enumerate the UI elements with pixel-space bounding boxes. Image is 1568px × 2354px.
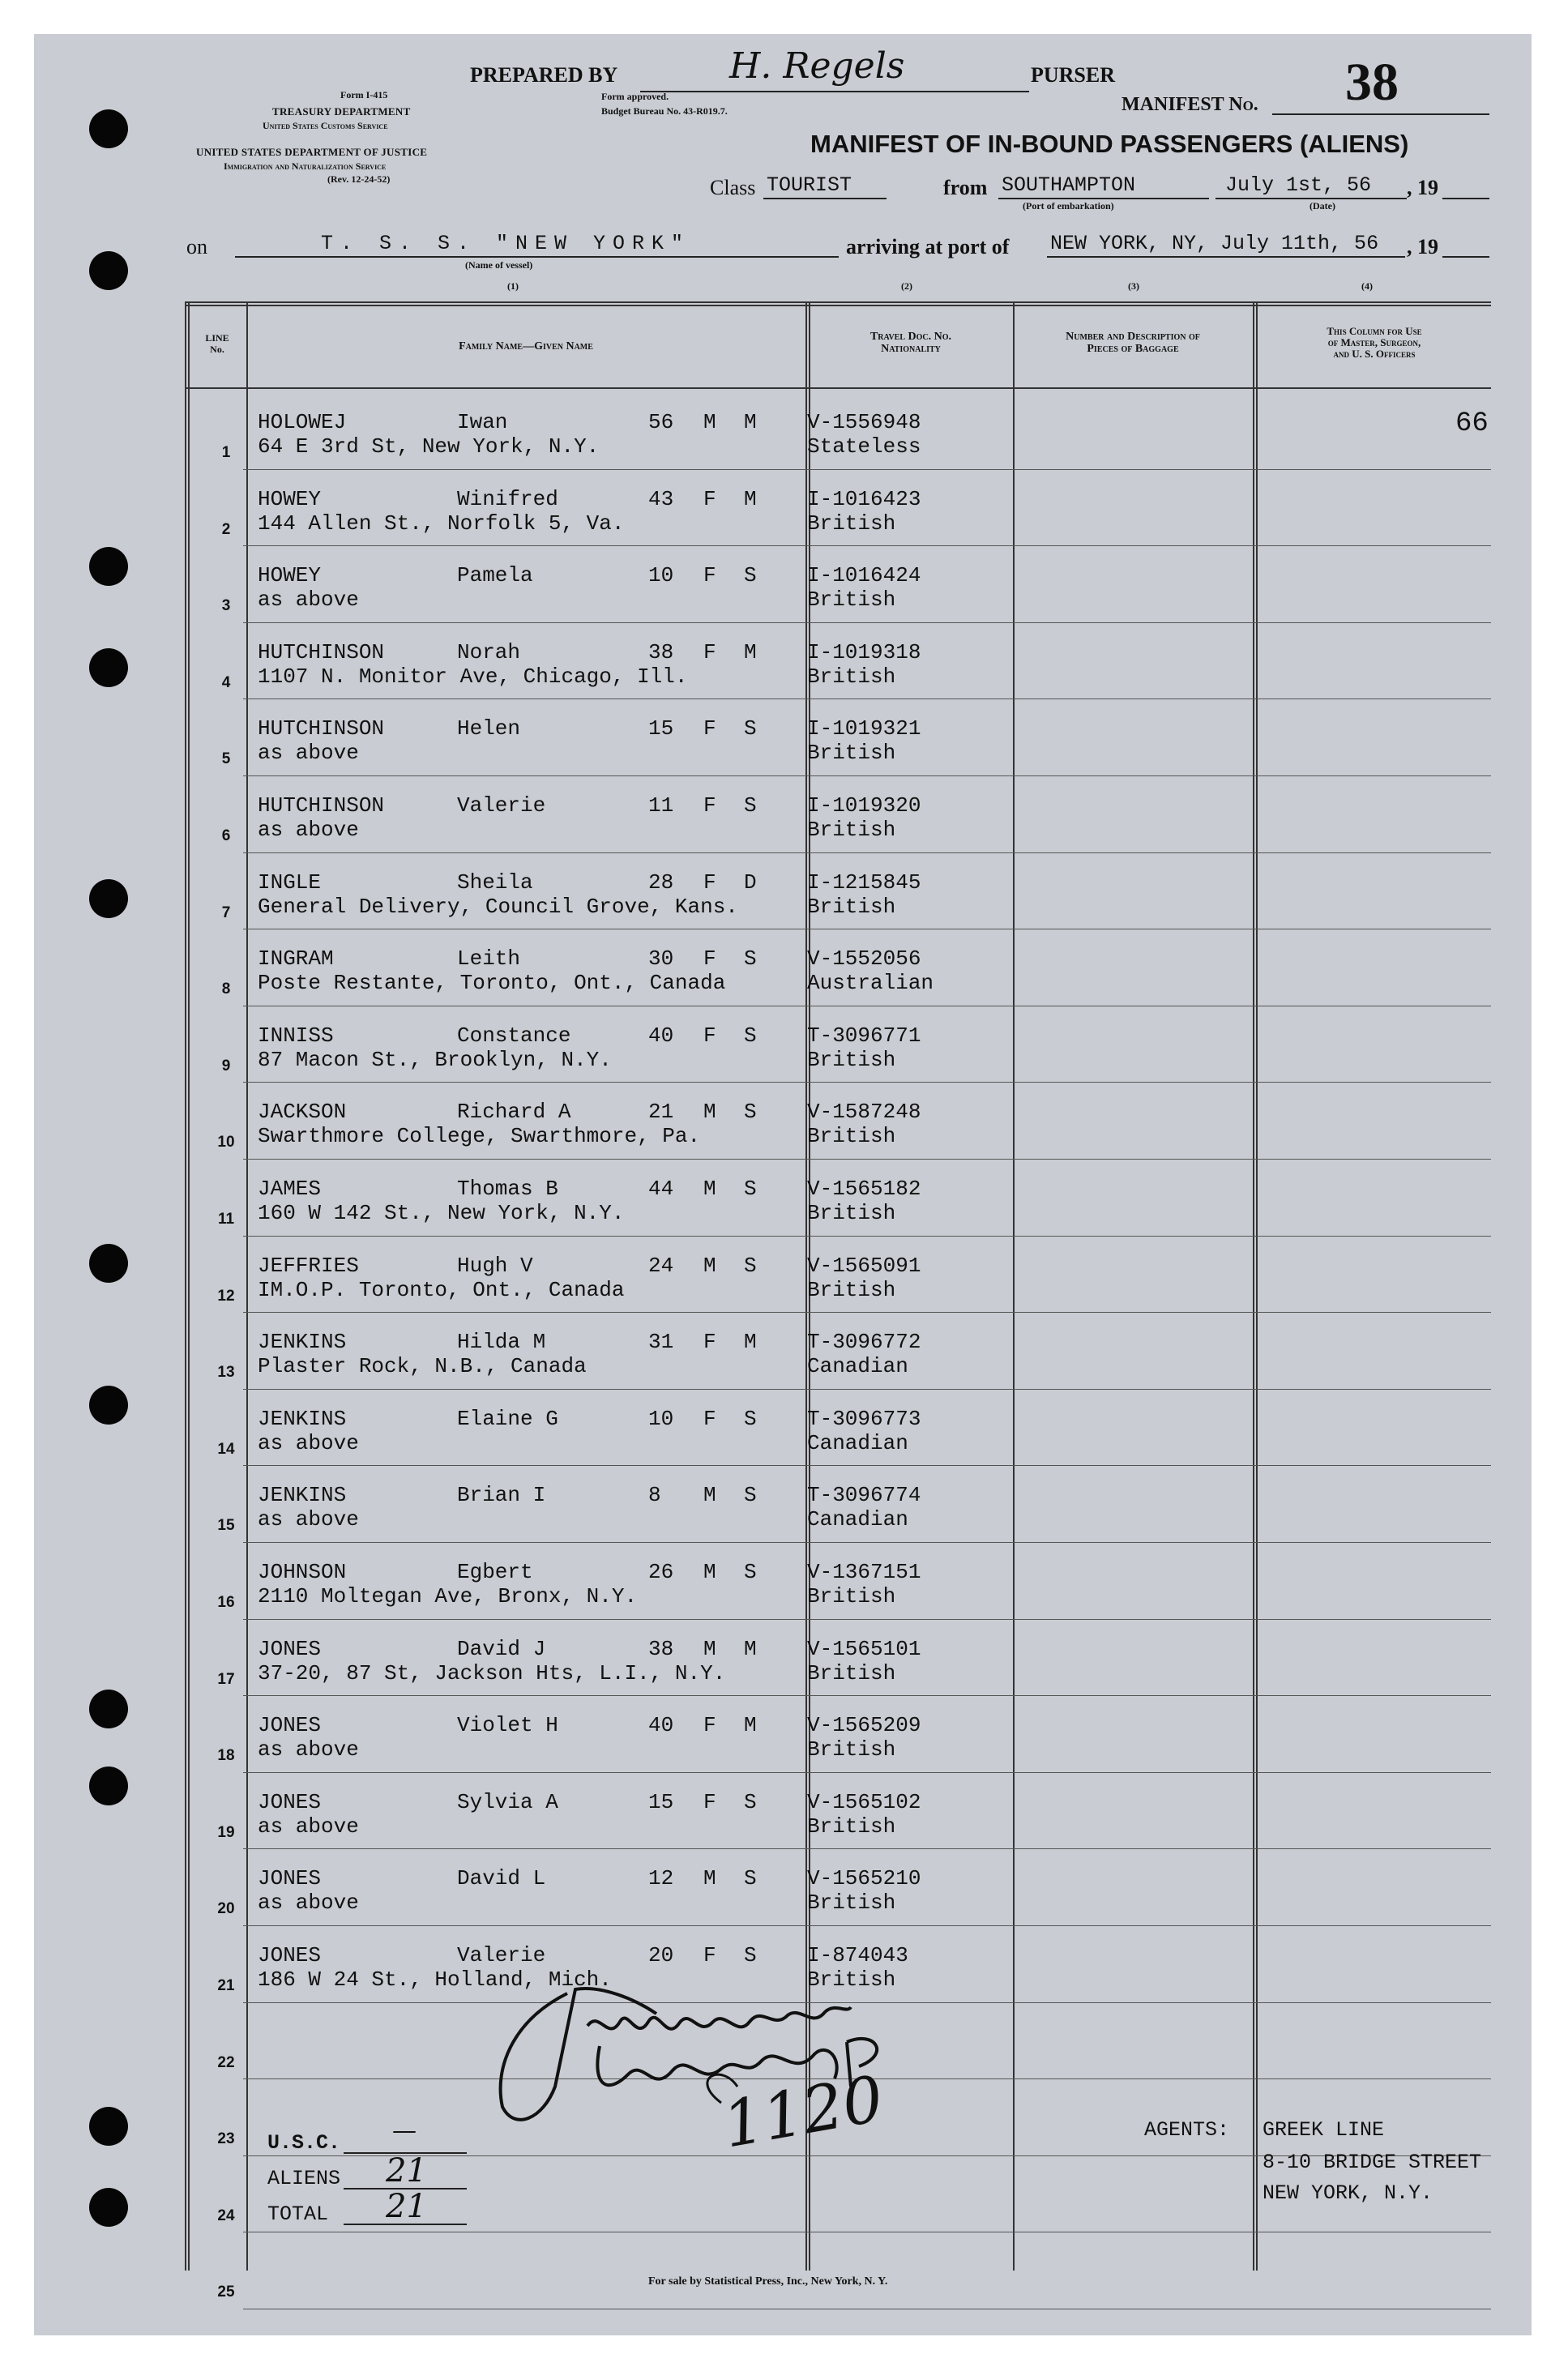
family-name: JONES: [258, 1866, 322, 1890]
sex: M: [703, 1254, 716, 1278]
nationality: British: [807, 1048, 896, 1072]
nationality: British: [807, 741, 896, 765]
punch-hole: [89, 648, 128, 687]
line-number: 11: [217, 1211, 235, 1228]
agents-label: AGENTS:: [1144, 2118, 1230, 2142]
travel-doc-number: T-3096771: [807, 1023, 921, 1048]
address: 186 W 24 St., Holland, Mich.: [258, 1967, 612, 1992]
address: 64 E 3rd St, New York, N.Y.: [258, 434, 600, 459]
nationality: Canadian: [807, 1431, 908, 1455]
row-divider: [243, 622, 1491, 623]
given-name: Hilda M: [457, 1330, 546, 1354]
address: as above: [258, 1431, 359, 1455]
family-name: HOLOWEJ: [258, 410, 347, 434]
travel-doc-number: V-1565182: [807, 1177, 921, 1201]
usc-value: —: [392, 2117, 417, 2145]
nationality: Stateless: [807, 434, 921, 459]
sex: F: [703, 946, 716, 971]
punch-hole: [89, 109, 128, 148]
sex: M: [703, 1637, 716, 1661]
port-of-embarkation: SOUTHAMPTON: [1002, 173, 1136, 197]
officers-label-2: of Master, Surgeon,: [1327, 336, 1421, 348]
nationality: British: [807, 1584, 896, 1608]
form-revision: (Rev. 12-24-52): [327, 173, 391, 185]
family-name: INNISS: [258, 1023, 334, 1048]
printer-footer: For sale by Statistical Press, Inc., New York, N. Y.: [648, 2275, 888, 2288]
given-name: Norah: [457, 640, 521, 664]
age: 12: [648, 1866, 674, 1890]
given-name: Leith: [457, 946, 521, 971]
row-divider: [243, 1312, 1491, 1313]
punch-hole: [89, 2188, 128, 2227]
given-name: Iwan: [457, 410, 508, 434]
line-number: 1: [221, 444, 231, 461]
purser-label: PURSER: [1031, 63, 1116, 87]
marital-status: S: [744, 1790, 757, 1814]
address: IM.O.P. Toronto, Ont., Canada: [258, 1278, 625, 1302]
travel-doc-number: V-1552056: [807, 946, 921, 971]
nationality: British: [807, 1737, 896, 1762]
nationality: British: [807, 895, 896, 919]
marital-status: S: [744, 1483, 757, 1507]
sex: F: [703, 793, 716, 818]
age: 15: [648, 716, 674, 741]
age: 26: [648, 1560, 674, 1584]
travel-doc-number: V-1587248: [807, 1100, 921, 1124]
row-divider: [243, 852, 1491, 853]
sex: F: [703, 563, 716, 587]
line-number: 13: [217, 1364, 235, 1381]
address: as above: [258, 1890, 359, 1915]
age: 24: [648, 1254, 674, 1278]
age: 15: [648, 1790, 674, 1814]
line-number: 8: [221, 980, 231, 998]
manifest-number: 38: [1345, 53, 1399, 112]
age: 40: [648, 1023, 674, 1048]
marital-status: S: [744, 1254, 757, 1278]
line-number: 20: [217, 1900, 235, 1917]
treasury-department: TREASURY DEPARTMENT: [272, 105, 411, 117]
travel-doc-number: V-1565209: [807, 1713, 921, 1737]
given-name: David J: [457, 1637, 546, 1661]
age: 8: [648, 1483, 661, 1507]
sex: F: [703, 716, 716, 741]
row-divider: [243, 1619, 1491, 1620]
family-name: JACKSON: [258, 1100, 347, 1124]
address: as above: [258, 1507, 359, 1532]
given-name: Sheila: [457, 870, 533, 895]
sex: F: [703, 1790, 716, 1814]
given-name: Constance: [457, 1023, 571, 1048]
age: 43: [648, 487, 674, 511]
usc-label: U.S.C.: [267, 2131, 341, 2155]
travel-doc-number: V-1565102: [807, 1790, 921, 1814]
family-name: HUTCHINSON: [258, 716, 385, 741]
line-number: 9: [221, 1057, 231, 1074]
travel-doc-header: [810, 331, 1011, 355]
line-number: 21: [217, 1977, 235, 1994]
customs-service: United States Customs Service: [263, 120, 388, 131]
justice-department: UNITED STATES DEPARTMENT OF JUSTICE: [196, 146, 428, 158]
family-name: JENKINS: [258, 1483, 347, 1507]
sex: F: [703, 487, 716, 511]
line-number: 23: [217, 2130, 235, 2147]
sex: F: [703, 1407, 716, 1431]
punch-hole: [89, 251, 128, 290]
marital-status: S: [744, 793, 757, 818]
address: Swarthmore College, Swarthmore, Pa.: [258, 1124, 701, 1148]
given-name: Thomas B: [457, 1177, 558, 1201]
line-number: 4: [221, 674, 231, 691]
address: as above: [258, 1814, 359, 1839]
from-label: from: [943, 176, 988, 199]
given-name: Richard A: [457, 1100, 571, 1124]
officers-label-1: This Column for Use: [1327, 325, 1422, 337]
line-number: 22: [217, 2054, 235, 2071]
stamp-number: 1120: [717, 2062, 889, 2163]
nationality: British: [807, 1124, 896, 1148]
sex: M: [703, 1560, 716, 1584]
address: 1107 N. Monitor Ave, Chicago, Ill.: [258, 664, 688, 689]
given-name: Helen: [457, 716, 521, 741]
row-divider: [243, 545, 1491, 546]
given-name: Brian I: [457, 1483, 546, 1507]
marital-status: M: [744, 1713, 757, 1737]
family-name: INGRAM: [258, 946, 334, 971]
sex: M: [703, 1483, 716, 1507]
family-name: JONES: [258, 1637, 322, 1661]
total-value: 21: [386, 2188, 427, 2225]
year-suffix: , 19: [1407, 235, 1438, 258]
marital-status: D: [744, 870, 757, 895]
address: 160 W 142 St., New York, N.Y.: [258, 1201, 625, 1225]
marital-status: S: [744, 1177, 757, 1201]
nationality: British: [807, 1201, 896, 1225]
punch-hole: [89, 547, 128, 586]
column-number: (2): [901, 280, 912, 292]
marital-status: S: [744, 1407, 757, 1431]
sex: F: [703, 870, 716, 895]
given-name: Elaine G: [457, 1407, 558, 1431]
row-divider: [243, 1389, 1491, 1390]
address: as above: [258, 587, 359, 612]
line-number: 18: [217, 1747, 235, 1764]
sex: M: [703, 410, 716, 434]
on-label: on: [186, 235, 207, 258]
travel-doc-number: V-1565210: [807, 1866, 921, 1890]
row-divider: [243, 1848, 1491, 1849]
punch-hole: [89, 879, 128, 918]
form-number: Form I-415: [340, 89, 388, 100]
sex: M: [703, 1100, 716, 1124]
travel-doc-number: T-3096774: [807, 1483, 921, 1507]
sex: M: [703, 1866, 716, 1890]
age: 21: [648, 1100, 674, 1124]
line-number: 16: [217, 1594, 235, 1611]
travel-doc-number: I-1016423: [807, 487, 921, 511]
family-name: JOHNSON: [258, 1560, 347, 1584]
travel-doc-number: V-1556948: [807, 410, 921, 434]
age: 11: [648, 793, 674, 818]
given-name: David L: [457, 1866, 546, 1890]
family-name: JONES: [258, 1790, 322, 1814]
age: 38: [648, 1637, 674, 1661]
prepared-by-value: H. Regels: [729, 45, 905, 87]
marital-status: M: [744, 1330, 757, 1354]
given-name: Winifred: [457, 487, 558, 511]
row-divider: [243, 1236, 1491, 1237]
row-divider: [243, 1465, 1491, 1466]
given-name: Hugh V: [457, 1254, 533, 1278]
travel-doc-number: I-1016424: [807, 563, 921, 587]
prepared-by-label: PREPARED BY: [470, 63, 618, 87]
marital-status: S: [744, 1560, 757, 1584]
sex: F: [703, 1023, 716, 1048]
line-number: 14: [217, 1441, 235, 1458]
travel-doc-number: I-1019321: [807, 716, 921, 741]
nationality: British: [807, 511, 896, 536]
nationality: Canadian: [807, 1507, 908, 1532]
marital-status: M: [744, 1637, 757, 1661]
nationality: British: [807, 1661, 896, 1685]
travel-doc-number: T-3096772: [807, 1330, 921, 1354]
line-header-no: No.: [210, 344, 224, 355]
nationality: Australian: [807, 971, 934, 995]
punch-hole: [89, 1767, 128, 1805]
line-number: 15: [217, 1517, 235, 1534]
marital-status: S: [744, 716, 757, 741]
line-no-header: [190, 332, 245, 355]
vessel-name: T. S. S. "NEW YORK": [321, 232, 691, 255]
line-number: 3: [221, 597, 231, 614]
address: 37-20, 87 St, Jackson Hts, L.I., N.Y.: [258, 1661, 726, 1685]
nationality-label: Nationality: [881, 343, 941, 355]
line-number: 7: [221, 904, 231, 921]
punch-hole: [89, 1690, 128, 1728]
date-caption: (Date): [1310, 200, 1335, 211]
row-divider: [243, 775, 1491, 776]
sex: F: [703, 1330, 716, 1354]
aliens-value: 21: [386, 2152, 427, 2190]
line-number: 10: [217, 1134, 235, 1151]
marital-status: S: [744, 1866, 757, 1890]
punch-hole: [89, 1244, 128, 1283]
punch-hole: [89, 1386, 128, 1425]
address: Plaster Rock, N.B., Canada: [258, 1354, 587, 1378]
address: as above: [258, 1737, 359, 1762]
punch-hole: [89, 2107, 128, 2146]
line-number: 6: [221, 827, 231, 844]
marital-status: M: [744, 410, 757, 434]
baggage-label-1: Number and Description of: [1066, 331, 1200, 343]
travel-doc-number: I-1019320: [807, 793, 921, 818]
nationality: British: [807, 1814, 896, 1839]
address: as above: [258, 741, 359, 765]
given-name: Valerie: [457, 1943, 546, 1967]
arrival-info: NEW YORK, NY, July 11th, 56: [1050, 232, 1379, 255]
marital-status: M: [744, 640, 757, 664]
travel-doc-number: V-1565101: [807, 1637, 921, 1661]
travel-doc-number: I-1215845: [807, 870, 921, 895]
family-name: HUTCHINSON: [258, 640, 385, 664]
address: Poste Restante, Toronto, Ont., Canada: [258, 971, 726, 995]
address: as above: [258, 818, 359, 842]
aliens-label: ALIENS: [267, 2167, 341, 2190]
row-divider: [243, 1542, 1491, 1543]
baggage-label-2: Pieces of Baggage: [1087, 343, 1179, 355]
year-suffix: , 19: [1407, 176, 1438, 199]
marital-status: S: [744, 946, 757, 971]
line-number: 2: [221, 521, 231, 538]
given-name: Egbert: [457, 1560, 533, 1584]
family-name: JENKINS: [258, 1330, 347, 1354]
address: 144 Allen St., Norfolk 5, Va.: [258, 511, 625, 536]
given-name: Valerie: [457, 793, 546, 818]
travel-doc-label: Travel Doc. No.: [869, 331, 952, 343]
marital-status: M: [744, 487, 757, 511]
class-value: TOURIST: [767, 173, 852, 197]
line-header-line: LINE: [205, 332, 229, 344]
nationality: British: [807, 1967, 896, 1992]
agent-line-1: GREEK LINE: [1263, 2118, 1385, 2142]
travel-doc-number: I-874043: [807, 1943, 908, 1967]
address: 2110 Moltegan Ave, Bronx, N.Y.: [258, 1584, 638, 1608]
family-name: JONES: [258, 1713, 322, 1737]
agent-line-3: NEW YORK, N.Y.: [1263, 2181, 1433, 2205]
budget-bureau: Budget Bureau No. 43-R019.7.: [601, 105, 728, 117]
nationality: British: [807, 818, 896, 842]
given-name: Sylvia A: [457, 1790, 558, 1814]
line-number: 19: [217, 1824, 235, 1841]
given-name: Pamela: [457, 563, 533, 587]
nationality: Canadian: [807, 1354, 908, 1378]
age: 31: [648, 1330, 674, 1354]
manifest-title: MANIFEST OF IN-BOUND PASSENGERS (ALIENS): [810, 130, 1409, 158]
travel-doc-number: I-1019318: [807, 640, 921, 664]
family-name: INGLE: [258, 870, 322, 895]
line-number: 17: [217, 1671, 235, 1688]
marital-status: S: [744, 1943, 757, 1967]
marital-status: S: [744, 1023, 757, 1048]
family-name: HUTCHINSON: [258, 793, 385, 818]
travel-doc-number: T-3096773: [807, 1407, 921, 1431]
line-number: 24: [217, 2207, 235, 2224]
age: 38: [648, 640, 674, 664]
family-name: HOWEY: [258, 563, 322, 587]
row-divider: [243, 1082, 1491, 1083]
family-name: JEFFRIES: [258, 1254, 359, 1278]
form-approved: Form approved.: [601, 91, 669, 102]
age: 40: [648, 1713, 674, 1737]
nationality: British: [807, 664, 896, 689]
age: 44: [648, 1177, 674, 1201]
line-number: 25: [217, 2284, 235, 2301]
row-divider: [243, 469, 1491, 470]
row-divider: [243, 1159, 1491, 1160]
row-divider: [243, 1925, 1491, 1926]
travel-doc-number: V-1565091: [807, 1254, 921, 1278]
sex: M: [703, 1177, 716, 1201]
sex: F: [703, 1943, 716, 1967]
nationality: British: [807, 1890, 896, 1915]
nationality: British: [807, 1278, 896, 1302]
age: 10: [648, 1407, 674, 1431]
line-number: 5: [221, 750, 231, 767]
officers-label-3: and U. S. Officers: [1333, 348, 1416, 360]
family-name: JONES: [258, 1943, 322, 1967]
age: 30: [648, 946, 674, 971]
officers-header: [1258, 326, 1491, 360]
row-divider: [243, 1772, 1491, 1773]
row-divider: [243, 1695, 1491, 1696]
marital-status: S: [744, 1100, 757, 1124]
arriving-label: arriving at port of: [846, 235, 1010, 258]
immigration-service: Immigration and Naturalization Service: [224, 160, 387, 172]
line-number: 12: [217, 1288, 235, 1305]
name-column-header: Family Name—Given Name: [459, 340, 593, 352]
family-name: HOWEY: [258, 487, 322, 511]
port-caption: (Port of embarkation): [1023, 200, 1114, 211]
total-label: TOTAL: [267, 2202, 329, 2226]
manifest-label: MANIFEST No.: [1122, 94, 1258, 115]
travel-doc-number: V-1367151: [807, 1560, 921, 1584]
address: General Delivery, Council Grove, Kans.: [258, 895, 738, 919]
column-number: (4): [1361, 280, 1373, 292]
baggage-header: [1015, 331, 1251, 355]
age: 56: [648, 410, 674, 434]
column-number: (1): [507, 280, 519, 292]
family-name: JENKINS: [258, 1407, 347, 1431]
nationality: British: [807, 587, 896, 612]
age: 10: [648, 563, 674, 587]
family-name: JAMES: [258, 1177, 322, 1201]
marital-status: S: [744, 563, 757, 587]
class-label: Class: [710, 176, 756, 199]
age: 28: [648, 870, 674, 895]
column-number: (3): [1128, 280, 1139, 292]
address: 87 Macon St., Brooklyn, N.Y.: [258, 1048, 612, 1072]
officer-note: 66: [1455, 408, 1489, 439]
sex: F: [703, 1713, 716, 1737]
age: 20: [648, 1943, 674, 1967]
vessel-caption: (Name of vessel): [465, 259, 533, 271]
departure-date: July 1st, 56: [1225, 173, 1372, 197]
sex: F: [703, 640, 716, 664]
given-name: Violet H: [457, 1713, 558, 1737]
agent-line-2: 8-10 BRIDGE STREET: [1263, 2151, 1482, 2174]
